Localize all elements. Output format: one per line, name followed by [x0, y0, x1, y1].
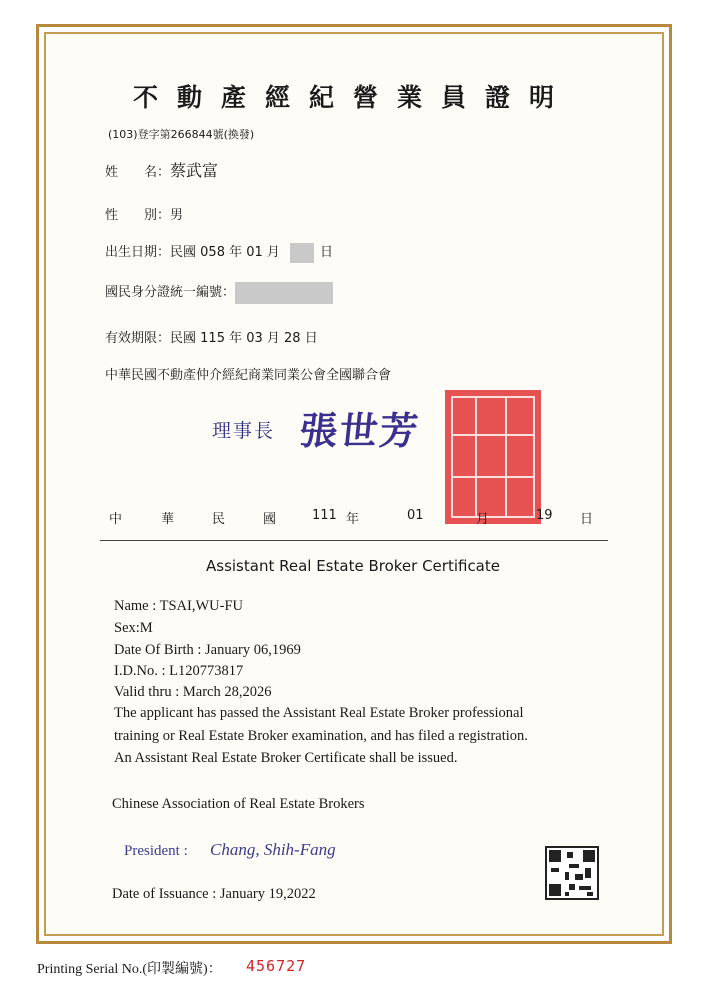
valid-label: 有效期限： — [105, 331, 171, 346]
dob-value: 民國 058 年 01 月 — [170, 245, 280, 260]
valid-value: 民國 115 年 03 月 28 日 — [170, 331, 318, 346]
president-label: President : — [124, 843, 188, 859]
serial-number: 456727 — [246, 957, 307, 975]
president-signature: Chang, Shih-Fang — [210, 840, 336, 859]
english-paragraph-line1: The applicant has passed the Assistant Real Estate Broker professional — [114, 705, 524, 721]
id-label: 國民身分證統一編號： — [105, 285, 236, 300]
english-title: Assistant Real Estate Broker Certificate — [206, 557, 500, 575]
date-char: 民 — [212, 512, 226, 527]
sex-row — [105, 204, 183, 223]
section-divider — [100, 540, 608, 541]
association-name: Chinese Association of Real Estate Brokers — [112, 796, 365, 812]
name-value: 蔡武富 — [170, 161, 219, 180]
date-year: 111 — [312, 508, 337, 523]
id-row — [105, 281, 333, 304]
registration-number: (103)登字第266844號(換發) — [108, 128, 255, 141]
seal-row-line — [453, 476, 533, 478]
issue-date-zh — [0, 508, 706, 528]
serial-label: Printing Serial No.(印製編號)： — [37, 962, 222, 977]
date-month: 01 — [407, 508, 424, 523]
date-char: 年 — [346, 512, 360, 527]
certificate-title: 不動產經紀營業員證明 — [132, 83, 573, 112]
seal-column-line — [475, 398, 477, 516]
name-row — [105, 158, 218, 181]
dob-label: 出生日期： — [105, 245, 171, 260]
english-id: I.D.No. : L120773817 — [114, 663, 244, 679]
english-sex: Sex:M — [114, 620, 153, 636]
redacted-day — [290, 243, 314, 263]
date-char: 日 — [580, 512, 594, 527]
english-paragraph-line3: An Assistant Real Estate Broker Certificate shall be issued. — [114, 750, 458, 766]
redacted-id — [235, 282, 333, 304]
council-name: 中華民國不動產仲介經紀商業同業公會全國聯合會 — [105, 368, 392, 383]
sex-label: 性 別： — [105, 208, 171, 223]
english-paragraph-line2: training or Real Estate Broker examination, and has filed a registration. — [114, 728, 528, 744]
official-seal — [445, 390, 541, 524]
date-char: 華 — [161, 512, 175, 527]
chairman-label: 理事長 — [212, 420, 276, 442]
seal-column-line — [505, 398, 507, 516]
sex-value: 男 — [170, 208, 184, 223]
date-char: 月 — [476, 512, 490, 527]
dob-day-suffix: 日 — [320, 245, 334, 260]
seal-row-line — [453, 434, 533, 436]
date-day: 19 — [536, 508, 553, 523]
name-label: 姓 名： — [105, 165, 171, 180]
english-dob: Date Of Birth : January 06,1969 — [114, 642, 301, 658]
chairman-signature: 張世芳 — [297, 408, 423, 453]
english-name: Name : TSAI,WU-FU — [114, 598, 244, 614]
valid-row — [105, 327, 318, 346]
date-char: 國 — [263, 512, 277, 527]
qr-code — [545, 846, 599, 900]
issuance-date: Date of Issuance : January 19,2022 — [112, 886, 316, 902]
date-char: 中 — [109, 512, 123, 527]
english-valid: Valid thru : March 28,2026 — [114, 684, 272, 700]
seal-border — [451, 396, 535, 518]
dob-row — [105, 241, 333, 263]
